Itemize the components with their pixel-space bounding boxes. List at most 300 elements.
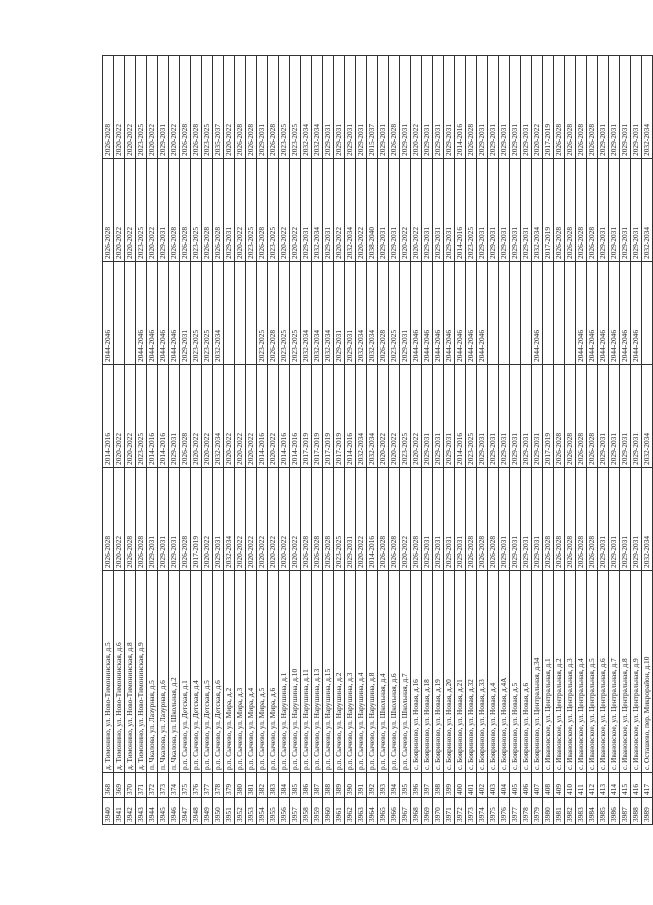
period-1-cell: 2020-2022 <box>356 468 367 571</box>
row-number-cell: 3952 <box>235 798 246 825</box>
item-number-cell: 373 <box>158 773 169 798</box>
period-1-cell: 2032-2034 <box>642 468 653 571</box>
item-number-cell: 383 <box>268 773 279 798</box>
period-4-cell: 2032-2034 <box>532 159 543 262</box>
period-4-cell: 2029-2031 <box>389 159 400 262</box>
period-3-cell: 2032-2034 <box>312 262 323 365</box>
period-1-cell: 2023-2025 <box>334 468 345 571</box>
item-number-cell: 374 <box>169 773 180 798</box>
period-1-cell: 2020-2022 <box>257 468 268 571</box>
period-3-cell: 2044-2046 <box>576 262 587 365</box>
item-number-cell: 390 <box>345 773 356 798</box>
period-4-cell: 2032-2034 <box>312 159 323 262</box>
period-4-cell: 2026-2028 <box>202 159 213 262</box>
period-5-cell: 2015-2037 <box>367 56 378 159</box>
period-4-cell: 2029-2031 <box>444 159 455 262</box>
period-3-cell: 2044-2046 <box>411 262 422 365</box>
period-2-cell: 2017-2019 <box>312 365 323 468</box>
address-cell: с. Бояриново, ул. Новая, д.19 <box>433 571 444 773</box>
address-cell: д. Тимонино, ул. Ново-Тимонинская, д.9 <box>136 571 147 773</box>
period-1-cell: 2029-2031 <box>532 468 543 571</box>
period-5-cell: 2032-2034 <box>642 56 653 159</box>
item-number-cell: 371 <box>136 773 147 798</box>
item-number-cell: 391 <box>356 773 367 798</box>
period-5-cell: 2029-2031 <box>323 56 334 159</box>
period-4-cell: 2023-2025 <box>246 159 257 262</box>
row-number-cell: 3982 <box>565 798 576 825</box>
row-number-cell: 3950 <box>213 798 224 825</box>
address-cell: р.п. Сычево, ул. Нарушина, д.2 <box>334 571 345 773</box>
period-3-cell: 2044-2046 <box>147 262 158 365</box>
address-cell: д. Тимонино, ул. Ново-Тимонинская, д.8 <box>125 571 136 773</box>
period-3-cell: 2026-2028 <box>378 262 389 365</box>
period-5-cell: 2029-2031 <box>378 56 389 159</box>
period-5-cell: 2029-2031 <box>521 56 532 159</box>
period-4-cell: 2026-2028 <box>257 159 268 262</box>
period-2-cell: 2017-2019 <box>543 365 554 468</box>
period-3-cell: 2044-2046 <box>587 262 598 365</box>
period-4-cell: 2020-2022 <box>279 159 290 262</box>
period-2-cell: 2017-2019 <box>334 365 345 468</box>
period-4-cell: 2020-2022 <box>290 159 301 262</box>
address-cell: р.п. Сычево, ул. Мира, д.6 <box>268 571 279 773</box>
table-row <box>400 56 411 825</box>
address-cell: с. Бояриново, ул. Центральная, д.34 <box>532 571 543 773</box>
period-4-cell: 2020-2022 <box>125 159 136 262</box>
address-cell: с. Ивановское, ул. Центральная, д.1 <box>543 571 554 773</box>
item-number-cell: 378 <box>213 773 224 798</box>
period-1-cell: 2029-2031 <box>169 468 180 571</box>
row-number-cell: 3968 <box>411 798 422 825</box>
period-3-cell: 2023-2025 <box>257 262 268 365</box>
period-2-cell: 2029-2031 <box>510 365 521 468</box>
period-2-cell: 2020-2022 <box>378 365 389 468</box>
period-1-cell: 2026-2028 <box>103 468 114 571</box>
item-number-cell: 396 <box>411 773 422 798</box>
table-row <box>202 56 213 825</box>
period-4-cell: 2029-2031 <box>323 159 334 262</box>
table-row <box>510 56 521 825</box>
address-cell: р.п. Сычево, ул. Нарушина, д.15 <box>323 571 334 773</box>
period-1-cell: 2020-2022 <box>202 468 213 571</box>
period-5-cell: 2029-2031 <box>631 56 642 159</box>
period-1-cell: 2029-2031 <box>422 468 433 571</box>
item-number-cell: 402 <box>477 773 488 798</box>
item-number-cell: 407 <box>532 773 543 798</box>
address-cell: с. Ивановское, ул. Центральная, д.7 <box>609 571 620 773</box>
period-2-cell: 2029-2031 <box>422 365 433 468</box>
period-2-cell: 2014-2016 <box>455 365 466 468</box>
period-1-cell: 2029-2031 <box>631 468 642 571</box>
row-number-cell: 3974 <box>477 798 488 825</box>
address-cell: р.п. Сычево, ул. Детская, д.1 <box>180 571 191 773</box>
period-4-cell: 2026-2028 <box>169 159 180 262</box>
period-3-cell <box>488 262 499 365</box>
period-1-cell: 2020-2022 <box>114 468 125 571</box>
period-4-cell: 2029-2031 <box>477 159 488 262</box>
period-2-cell: 2020-2022 <box>114 365 125 468</box>
period-4-cell: 2020-2022 <box>411 159 422 262</box>
document-page <box>40 0 651 905</box>
address-cell: р.п. Сычево, ул. Нарушина, д.8 <box>367 571 378 773</box>
period-5-cell: 2029-2031 <box>422 56 433 159</box>
period-4-cell: 2020-2022 <box>147 159 158 262</box>
row-number-cell: 3970 <box>433 798 444 825</box>
period-4-cell: 2026-2028 <box>554 159 565 262</box>
address-cell: р.п. Сычево, ул. Нарушина, д.3 <box>345 571 356 773</box>
item-number-cell: 369 <box>114 773 125 798</box>
table-row <box>631 56 642 825</box>
period-2-cell: 2026-2028 <box>587 365 598 468</box>
item-number-cell: 394 <box>389 773 400 798</box>
table-row <box>312 56 323 825</box>
period-2-cell: 2014-2016 <box>345 365 356 468</box>
item-number-cell: 398 <box>433 773 444 798</box>
address-cell: с. Бояриново, ул. Новая, д.4А <box>499 571 510 773</box>
period-4-cell: 2029-2031 <box>499 159 510 262</box>
period-5-cell: 2029-2031 <box>477 56 488 159</box>
period-3-cell: 2044-2046 <box>444 262 455 365</box>
period-1-cell: 2026-2028 <box>565 468 576 571</box>
table-row <box>279 56 290 825</box>
period-5-cell: 2032-2034 <box>301 56 312 159</box>
table-row <box>565 56 576 825</box>
table-row <box>169 56 180 825</box>
item-number-cell: 382 <box>257 773 268 798</box>
address-cell: с. Бояриново, ул. Новая, д.32 <box>466 571 477 773</box>
period-2-cell: 2029-2031 <box>631 365 642 468</box>
period-3-cell: 2044-2046 <box>477 262 488 365</box>
table-row <box>213 56 224 825</box>
period-4-cell: 2020-2022 <box>114 159 125 262</box>
period-1-cell: 2014-2016 <box>367 468 378 571</box>
period-3-cell: 2032-2034 <box>323 262 334 365</box>
item-number-cell: 411 <box>576 773 587 798</box>
period-3-cell: 2044-2046 <box>136 262 147 365</box>
period-3-cell <box>235 262 246 365</box>
table-row <box>345 56 356 825</box>
row-number-cell: 3953 <box>246 798 257 825</box>
period-3-cell: 2044-2046 <box>598 262 609 365</box>
period-3-cell: 2032-2034 <box>367 262 378 365</box>
row-number-cell: 3954 <box>257 798 268 825</box>
item-number-cell: 408 <box>543 773 554 798</box>
address-cell: с. Бояриново, ул. Новая, д.5 <box>510 571 521 773</box>
period-4-cell: 2017-2019 <box>543 159 554 262</box>
period-1-cell: 2029-2031 <box>620 468 631 571</box>
table-row <box>147 56 158 825</box>
period-5-cell: 2026-2028 <box>268 56 279 159</box>
period-1-cell: 2026-2028 <box>323 468 334 571</box>
period-1-cell: 2029-2031 <box>609 468 620 571</box>
period-5-cell: 2029-2031 <box>158 56 169 159</box>
address-cell: р.п. Сычево, ул. Нарушина, д.11 <box>301 571 312 773</box>
period-4-cell: 2020-2022 <box>356 159 367 262</box>
period-2-cell: 2029-2031 <box>477 365 488 468</box>
table-row <box>477 56 488 825</box>
period-1-cell: 2026-2028 <box>466 468 477 571</box>
period-5-cell: 2029-2031 <box>488 56 499 159</box>
period-2-cell: 2020-2022 <box>224 365 235 468</box>
table-row <box>499 56 510 825</box>
row-number-cell: 3979 <box>532 798 543 825</box>
period-3-cell <box>246 262 257 365</box>
table-row <box>268 56 279 825</box>
row-number-cell: 3951 <box>224 798 235 825</box>
item-number-cell: 393 <box>378 773 389 798</box>
item-number-cell: 417 <box>642 773 653 798</box>
period-1-cell: 2026-2028 <box>576 468 587 571</box>
period-1-cell: 2026-2028 <box>543 468 554 571</box>
period-4-cell: 2029-2031 <box>433 159 444 262</box>
period-2-cell: 2029-2031 <box>521 365 532 468</box>
period-3-cell: 2044-2046 <box>169 262 180 365</box>
period-3-cell: 2044-2046 <box>422 262 433 365</box>
period-3-cell: 2044-2046 <box>620 262 631 365</box>
period-2-cell: 2014-2016 <box>147 365 158 468</box>
row-number-cell: 3942 <box>125 798 136 825</box>
address-cell: с. Ивановское, ул. Центральная, д.3 <box>565 571 576 773</box>
period-1-cell: 2026-2028 <box>411 468 422 571</box>
address-cell: р.п. Сычево, ул. Мира, д.2 <box>224 571 235 773</box>
address-cell: п. Чкалова, ул. Школьная, д.2 <box>169 571 180 773</box>
row-number-cell: 3981 <box>554 798 565 825</box>
address-cell: р.п. Сычево, ул. Нарушина, д.10 <box>290 571 301 773</box>
table-row <box>235 56 246 825</box>
table-row <box>158 56 169 825</box>
period-5-cell: 2029-2031 <box>510 56 521 159</box>
table-row <box>455 56 466 825</box>
address-cell: р.п. Сычево, ул. Школьная, д.4 <box>378 571 389 773</box>
address-cell: р.п. Сычево, ул. Мира, д.4 <box>246 571 257 773</box>
table-row <box>356 56 367 825</box>
row-number-cell: 3969 <box>422 798 433 825</box>
period-3-cell: 2044-2046 <box>532 262 543 365</box>
row-number-cell: 3971 <box>444 798 455 825</box>
table-row <box>323 56 334 825</box>
address-cell: с. Ивановское, ул. Центральная, д.6 <box>598 571 609 773</box>
period-2-cell: 2020-2022 <box>411 365 422 468</box>
table-row <box>532 56 543 825</box>
address-cell: р.п. Сычево, ул. Школьная, д.6 <box>389 571 400 773</box>
period-5-cell: 2029-2031 <box>609 56 620 159</box>
table-row <box>114 56 125 825</box>
period-1-cell: 2026-2028 <box>488 468 499 571</box>
address-cell: р.п. Сычево, ул. Мира, д.3 <box>235 571 246 773</box>
address-cell: р.п. Сычево, ул. Нарушина, д.13 <box>312 571 323 773</box>
row-number-cell: 3966 <box>389 798 400 825</box>
period-4-cell: 2020-2022 <box>400 159 411 262</box>
period-2-cell: 2020-2022 <box>389 365 400 468</box>
period-1-cell: 2020-2022 <box>246 468 257 571</box>
period-3-cell: 2032-2034 <box>301 262 312 365</box>
period-3-cell <box>499 262 510 365</box>
period-3-cell <box>565 262 576 365</box>
period-5-cell: 2017-2019 <box>543 56 554 159</box>
period-3-cell <box>521 262 532 365</box>
period-2-cell: 2029-2031 <box>169 365 180 468</box>
period-1-cell: 2029-2031 <box>455 468 466 571</box>
row-number-cell: 3956 <box>279 798 290 825</box>
table-row <box>290 56 301 825</box>
period-1-cell: 2029-2031 <box>345 468 356 571</box>
item-number-cell: 403 <box>488 773 499 798</box>
period-5-cell: 2026-2028 <box>191 56 202 159</box>
table-row <box>334 56 345 825</box>
period-5-cell: 2029-2031 <box>620 56 631 159</box>
period-5-cell: 2032-2034 <box>312 56 323 159</box>
period-3-cell <box>510 262 521 365</box>
row-number-cell: 3975 <box>488 798 499 825</box>
item-number-cell: 375 <box>180 773 191 798</box>
address-cell: с. Ивановское, ул. Центральная, д.2 <box>554 571 565 773</box>
period-2-cell: 2017-2019 <box>301 365 312 468</box>
period-2-cell: 2023-2025 <box>400 365 411 468</box>
period-2-cell: 2020-2022 <box>235 365 246 468</box>
period-5-cell: 2026-2028 <box>565 56 576 159</box>
row-number-cell: 3948 <box>191 798 202 825</box>
period-1-cell: 2029-2031 <box>213 468 224 571</box>
row-number-cell: 3961 <box>334 798 345 825</box>
period-5-cell: 2026-2028 <box>576 56 587 159</box>
row-number-cell: 3976 <box>499 798 510 825</box>
period-3-cell <box>224 262 235 365</box>
row-number-cell: 3940 <box>103 798 114 825</box>
row-number-cell: 3957 <box>290 798 301 825</box>
item-number-cell: 377 <box>202 773 213 798</box>
address-cell: с. Бояриново, ул. Новая, д.20 <box>444 571 455 773</box>
period-2-cell: 2032-2034 <box>213 365 224 468</box>
period-5-cell: 2026-2028 <box>587 56 598 159</box>
item-number-cell: 392 <box>367 773 378 798</box>
period-2-cell: 2014-2016 <box>257 365 268 468</box>
row-number-cell: 3980 <box>543 798 554 825</box>
row-number-cell: 3984 <box>587 798 598 825</box>
period-1-cell: 2017-2019 <box>191 468 202 571</box>
row-number-cell: 3955 <box>268 798 279 825</box>
item-number-cell: 376 <box>191 773 202 798</box>
period-2-cell: 2023-2025 <box>136 365 147 468</box>
table-row <box>378 56 389 825</box>
period-1-cell: 2029-2031 <box>433 468 444 571</box>
item-number-cell: 389 <box>334 773 345 798</box>
period-2-cell: 2029-2031 <box>609 365 620 468</box>
item-number-cell: 400 <box>455 773 466 798</box>
table-row <box>180 56 191 825</box>
period-1-cell: 2026-2028 <box>477 468 488 571</box>
item-number-cell: 412 <box>587 773 598 798</box>
period-3-cell: 2023-2025 <box>191 262 202 365</box>
period-5-cell: 2029-2031 <box>499 56 510 159</box>
row-number-cell: 3977 <box>510 798 521 825</box>
period-5-cell: 2023-2025 <box>136 56 147 159</box>
period-1-cell: 2026-2028 <box>312 468 323 571</box>
period-5-cell: 2020-2022 <box>532 56 543 159</box>
period-4-cell: 2023-2025 <box>466 159 477 262</box>
period-1-cell: 2026-2028 <box>125 468 136 571</box>
table-row <box>301 56 312 825</box>
item-number-cell: 380 <box>235 773 246 798</box>
item-number-cell: 388 <box>323 773 334 798</box>
item-number-cell: 397 <box>422 773 433 798</box>
period-2-cell: 2029-2031 <box>499 365 510 468</box>
table-row <box>389 56 400 825</box>
period-3-cell: 2023-2025 <box>202 262 213 365</box>
period-3-cell <box>114 262 125 365</box>
period-2-cell: 2032-2034 <box>356 365 367 468</box>
item-number-cell: 384 <box>279 773 290 798</box>
address-cell: р.п. Сычево, ул. Детская, д.6 <box>213 571 224 773</box>
period-5-cell: 2020-2022 <box>411 56 422 159</box>
period-4-cell: 2026-2028 <box>587 159 598 262</box>
period-1-cell: 2029-2031 <box>444 468 455 571</box>
table-row <box>367 56 378 825</box>
period-1-cell: 2020-2022 <box>268 468 279 571</box>
period-3-cell: 2026-2028 <box>268 262 279 365</box>
item-number-cell: 404 <box>499 773 510 798</box>
period-1-cell: 2029-2031 <box>598 468 609 571</box>
period-4-cell: 2038-2040 <box>367 159 378 262</box>
period-2-cell: 2020-2022 <box>202 365 213 468</box>
table-row <box>466 56 477 825</box>
period-5-cell: 2029-2031 <box>356 56 367 159</box>
row-number-cell: 3958 <box>301 798 312 825</box>
period-3-cell: 2032-2034 <box>213 262 224 365</box>
item-number-cell: 413 <box>598 773 609 798</box>
table-row <box>411 56 422 825</box>
table-row <box>488 56 499 825</box>
period-4-cell: 2029-2031 <box>609 159 620 262</box>
row-number-cell: 3959 <box>312 798 323 825</box>
period-3-cell: 2044-2046 <box>631 262 642 365</box>
period-4-cell: 2029-2031 <box>488 159 499 262</box>
period-4-cell: 2026-2028 <box>565 159 576 262</box>
row-number-cell: 3941 <box>114 798 125 825</box>
item-number-cell: 368 <box>103 773 114 798</box>
table-row <box>554 56 565 825</box>
period-5-cell: 2020-2022 <box>147 56 158 159</box>
period-4-cell: 2032-2034 <box>345 159 356 262</box>
period-5-cell: 2026-2028 <box>554 56 565 159</box>
table-row <box>433 56 444 825</box>
period-1-cell: 2026-2028 <box>554 468 565 571</box>
address-cell: с. Ивановское, ул. Центральная, д.4 <box>576 571 587 773</box>
row-number-cell: 3946 <box>169 798 180 825</box>
period-4-cell: 2026-2028 <box>103 159 114 262</box>
period-1-cell: 2029-2031 <box>147 468 158 571</box>
table-row <box>598 56 609 825</box>
period-2-cell: 2026-2028 <box>565 365 576 468</box>
row-number-cell: 3944 <box>147 798 158 825</box>
item-number-cell: 414 <box>609 773 620 798</box>
period-2-cell: 2017-2019 <box>323 365 334 468</box>
period-5-cell: 2029-2031 <box>257 56 268 159</box>
period-1-cell: 2029-2031 <box>521 468 532 571</box>
period-3-cell: 2044-2046 <box>609 262 620 365</box>
row-number-cell: 3973 <box>466 798 477 825</box>
period-3-cell <box>543 262 554 365</box>
period-5-cell: 2029-2031 <box>598 56 609 159</box>
period-3-cell <box>125 262 136 365</box>
item-number-cell: 409 <box>554 773 565 798</box>
period-2-cell: 2026-2028 <box>180 365 191 468</box>
period-4-cell: 2026-2028 <box>180 159 191 262</box>
item-number-cell: 385 <box>290 773 301 798</box>
period-2-cell: 2014-2016 <box>158 365 169 468</box>
address-cell: р.п. Сычево, ул. Детская, д.5 <box>202 571 213 773</box>
item-number-cell: 401 <box>466 773 477 798</box>
period-3-cell: 2044-2046 <box>433 262 444 365</box>
